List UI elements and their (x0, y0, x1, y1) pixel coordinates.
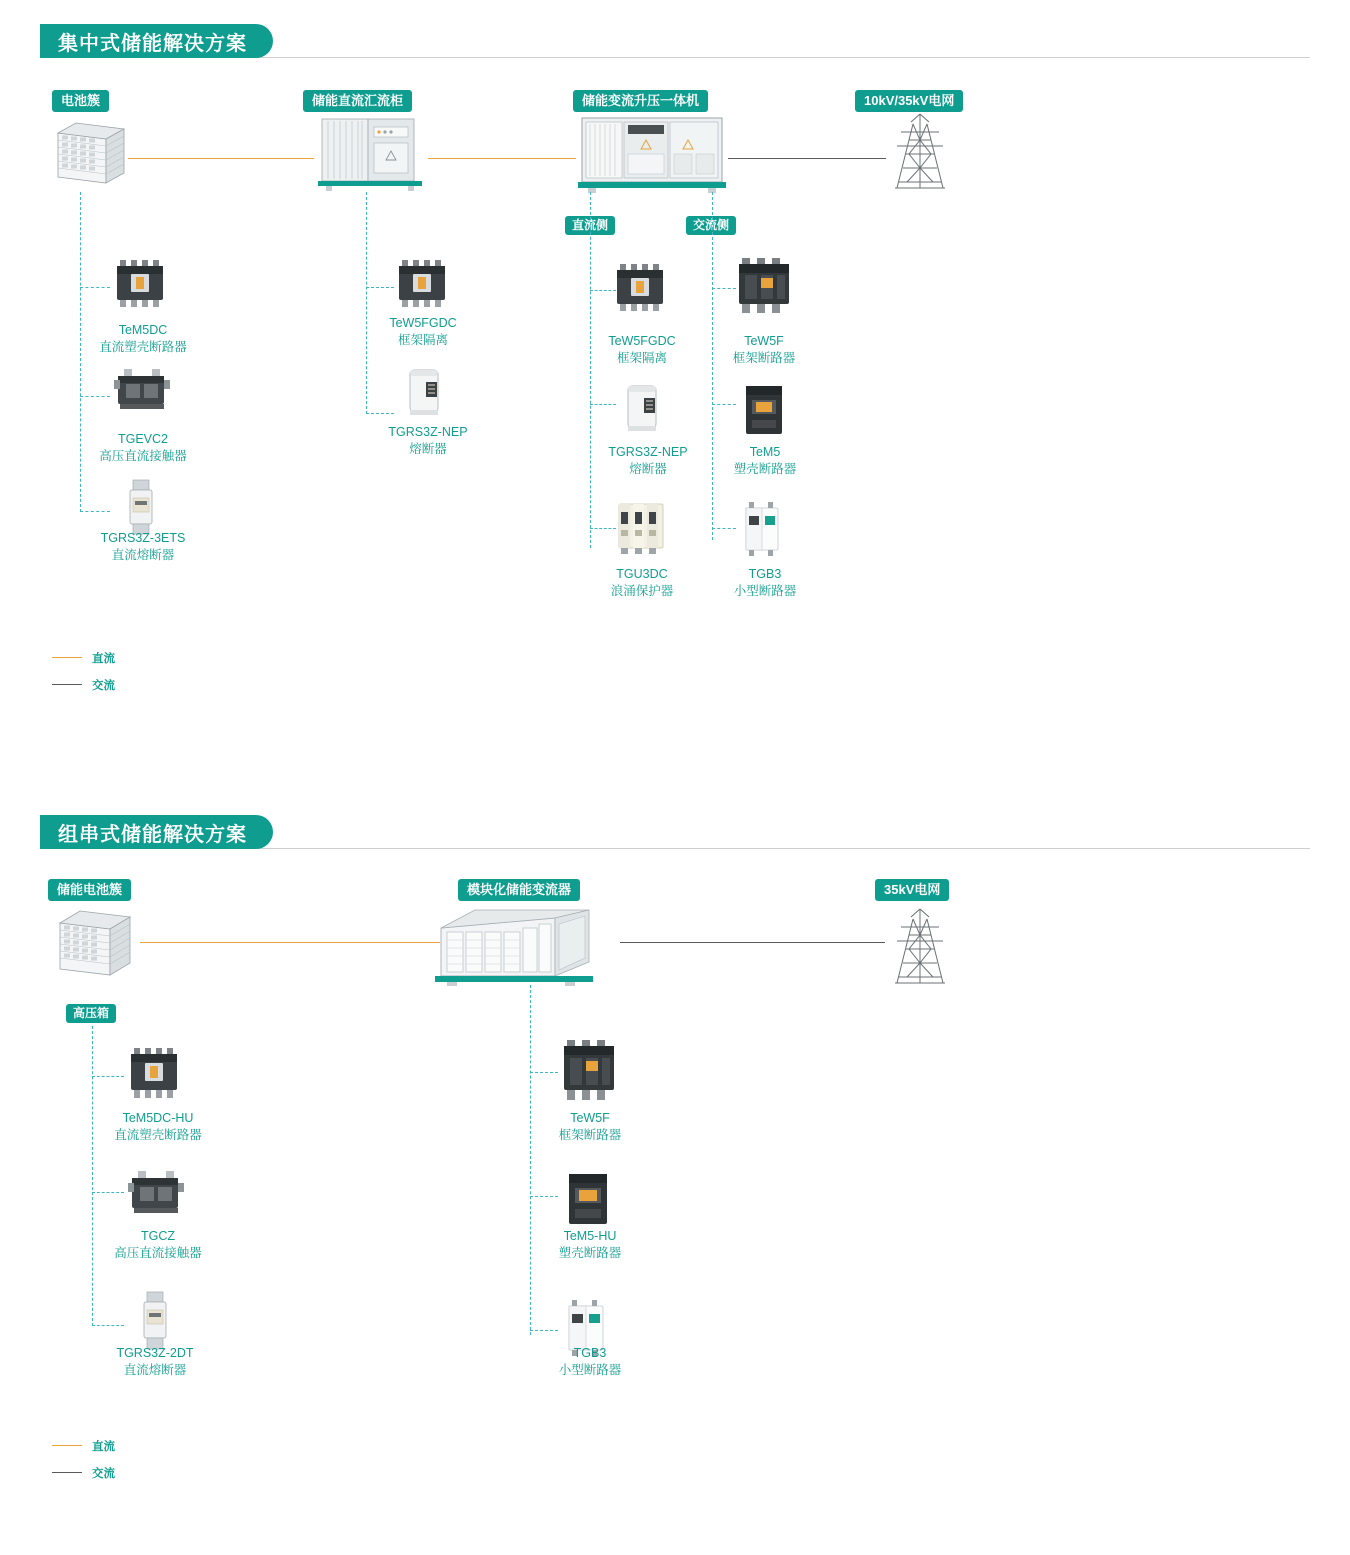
branch-tick-5-2 (92, 1192, 124, 1193)
node-label-dc-combiner: 储能直流汇流柜 (303, 90, 412, 112)
product-model: TGB3 (573, 1346, 607, 1360)
branch-line-pcs (530, 985, 531, 1335)
legend-dc-label: 直流 (92, 653, 115, 665)
branch-line-hv-box (92, 1026, 93, 1326)
branch-tick-3-2 (590, 404, 616, 405)
product-caption-1-3 (55, 530, 231, 564)
product-caption-4-1 (685, 333, 843, 367)
branch-tick-5-1 (92, 1076, 124, 1077)
product-caption-5-2 (75, 1228, 241, 1262)
product-model: TeW5F (570, 1111, 610, 1125)
section-title: 集中式储能解决方案 (58, 32, 247, 55)
battery-rack-icon (48, 903, 136, 979)
product-model: TGCZ (140, 1229, 176, 1243)
product-desc: 直流熔断器 (111, 548, 175, 562)
dc-line-battery-to-pcs-2 (140, 942, 440, 943)
product-model: TeW5F (744, 334, 784, 348)
node-label-modular-pcs: 模块化储能变流器 (458, 879, 580, 901)
mccb-icon (113, 258, 169, 310)
mccb-dark-icon (563, 1170, 613, 1228)
product-caption-6-2 (515, 1228, 665, 1262)
section-title-bar (40, 24, 273, 58)
product-desc: 框架断路器 (732, 351, 796, 365)
product-model: TGRS3Z-2DT (116, 1346, 194, 1360)
product-desc: 框架断路器 (558, 1128, 622, 1142)
product-desc: 直流塑壳断路器 (114, 1128, 202, 1142)
product-model: TeM5-HU (563, 1229, 617, 1243)
spd-icon (613, 500, 669, 556)
cylinder-fuse-icon (618, 382, 666, 434)
node-label-battery-cluster: 电池簇 (52, 90, 109, 112)
node-label-grid-35kv: 35kV电网 (875, 879, 949, 901)
product-desc: 熔断器 (409, 442, 447, 456)
branch-line-dc-side (590, 192, 591, 548)
branch-tick-2-2 (366, 413, 394, 414)
product-caption-1-1 (63, 322, 223, 356)
product-desc: 直流塑壳断路器 (99, 340, 187, 354)
ac-line-pcs-to-grid (728, 158, 886, 159)
product-desc: 小型断路器 (733, 584, 797, 598)
mcb-icon (740, 502, 784, 556)
product-desc: 框架隔离 (616, 351, 667, 365)
acb-icon (395, 258, 451, 310)
section-title: 组串式储能解决方案 (58, 823, 247, 846)
section-header-1 (40, 24, 1310, 60)
legend-dc-label: 直流 (92, 1441, 115, 1453)
dc-line-battery-to-combiner (128, 158, 314, 159)
sublabel-dc-side: 直流侧 (565, 216, 615, 235)
product-model: TeM5DC (118, 323, 168, 337)
product-desc: 浪涌保护器 (610, 584, 674, 598)
legend-ac-swatch (52, 684, 82, 685)
transmission-tower-icon (885, 905, 955, 987)
pcs-transformer-icon (578, 110, 726, 194)
product-caption-4-3 (690, 566, 840, 600)
product-desc: 塑壳断路器 (733, 462, 797, 476)
acb-dark-icon (558, 1040, 620, 1102)
product-model: TGB3 (748, 567, 782, 581)
branch-tick-6-3 (530, 1330, 558, 1331)
branch-tick-1-2 (80, 396, 110, 397)
modular-pcs-icon (435, 900, 601, 986)
sublabel-ac-side: 交流侧 (686, 216, 736, 235)
legend-dc-swatch (52, 657, 82, 658)
branch-tick-6-2 (530, 1196, 558, 1197)
product-model: TGU3DC (616, 567, 668, 581)
product-caption-4-2 (690, 444, 840, 478)
product-caption-5-1 (75, 1110, 241, 1144)
fuse-icon (135, 1290, 175, 1352)
branch-tick-1-3 (80, 511, 110, 512)
product-model: TGEVC2 (117, 432, 168, 446)
branch-tick-1-1 (80, 287, 110, 288)
product-desc: 直流熔断器 (123, 1363, 187, 1377)
product-model: TeM5DC-HU (122, 1111, 194, 1125)
product-desc: 框架隔离 (397, 333, 448, 347)
branch-line-combiner (366, 192, 367, 414)
product-caption-6-1 (512, 1110, 668, 1144)
node-label-pcs-transformer: 储能变流升压一体机 (573, 90, 708, 112)
product-desc: 熔断器 (629, 462, 667, 476)
product-desc: 高压直流接触器 (99, 449, 187, 463)
product-desc: 小型断路器 (558, 1363, 622, 1377)
contactor-icon (126, 1168, 186, 1218)
transmission-tower-icon (885, 110, 955, 192)
product-caption-5-3 (67, 1345, 243, 1379)
product-model: TeM5 (749, 445, 781, 459)
legend-dc-swatch (52, 1445, 82, 1446)
ac-line-pcs-to-grid-2 (620, 942, 885, 943)
legend-ac-label: 交流 (92, 680, 115, 692)
product-model: TGRS3Z-3ETS (100, 531, 186, 545)
product-model: TeW5FGDC (608, 334, 676, 348)
cylinder-fuse-icon (400, 366, 448, 418)
battery-rack-icon (46, 115, 130, 187)
branch-tick-6-1 (530, 1072, 558, 1073)
product-model: TeW5FGDC (389, 316, 457, 330)
section-header-2 (40, 815, 1310, 851)
legend-ac-swatch (52, 1472, 82, 1473)
acb-icon (613, 262, 669, 314)
fuse-icon (122, 478, 160, 536)
branch-tick-4-2 (712, 404, 736, 405)
product-caption-2-2 (340, 424, 516, 458)
branch-tick-2-1 (366, 287, 394, 288)
branch-tick-5-3 (92, 1325, 124, 1326)
product-model: TGRS3Z-NEP (388, 425, 468, 439)
mccb-icon (127, 1046, 183, 1100)
product-caption-1-2 (63, 431, 223, 465)
mccb-dark-icon (740, 382, 788, 438)
section-title-bar (40, 815, 273, 849)
product-caption-2-1 (343, 315, 503, 349)
legend-ac-label: 交流 (92, 1468, 115, 1480)
product-desc: 高压直流接触器 (114, 1246, 202, 1260)
dc-combiner-cabinet-icon (316, 113, 426, 193)
sublabel-hv-box: 高压箱 (66, 1004, 116, 1023)
product-model: TGRS3Z-NEP (608, 445, 688, 459)
node-label-storage-battery-cluster: 储能电池簇 (48, 879, 131, 901)
dc-line-combiner-to-pcs (428, 158, 576, 159)
contactor-icon (112, 366, 172, 414)
product-caption-6-3 (515, 1345, 665, 1379)
node-label-grid: 10kV/35kV电网 (855, 90, 963, 112)
product-desc: 塑壳断路器 (558, 1246, 622, 1260)
branch-tick-4-3 (712, 528, 736, 529)
acb-dark-icon (733, 258, 795, 316)
